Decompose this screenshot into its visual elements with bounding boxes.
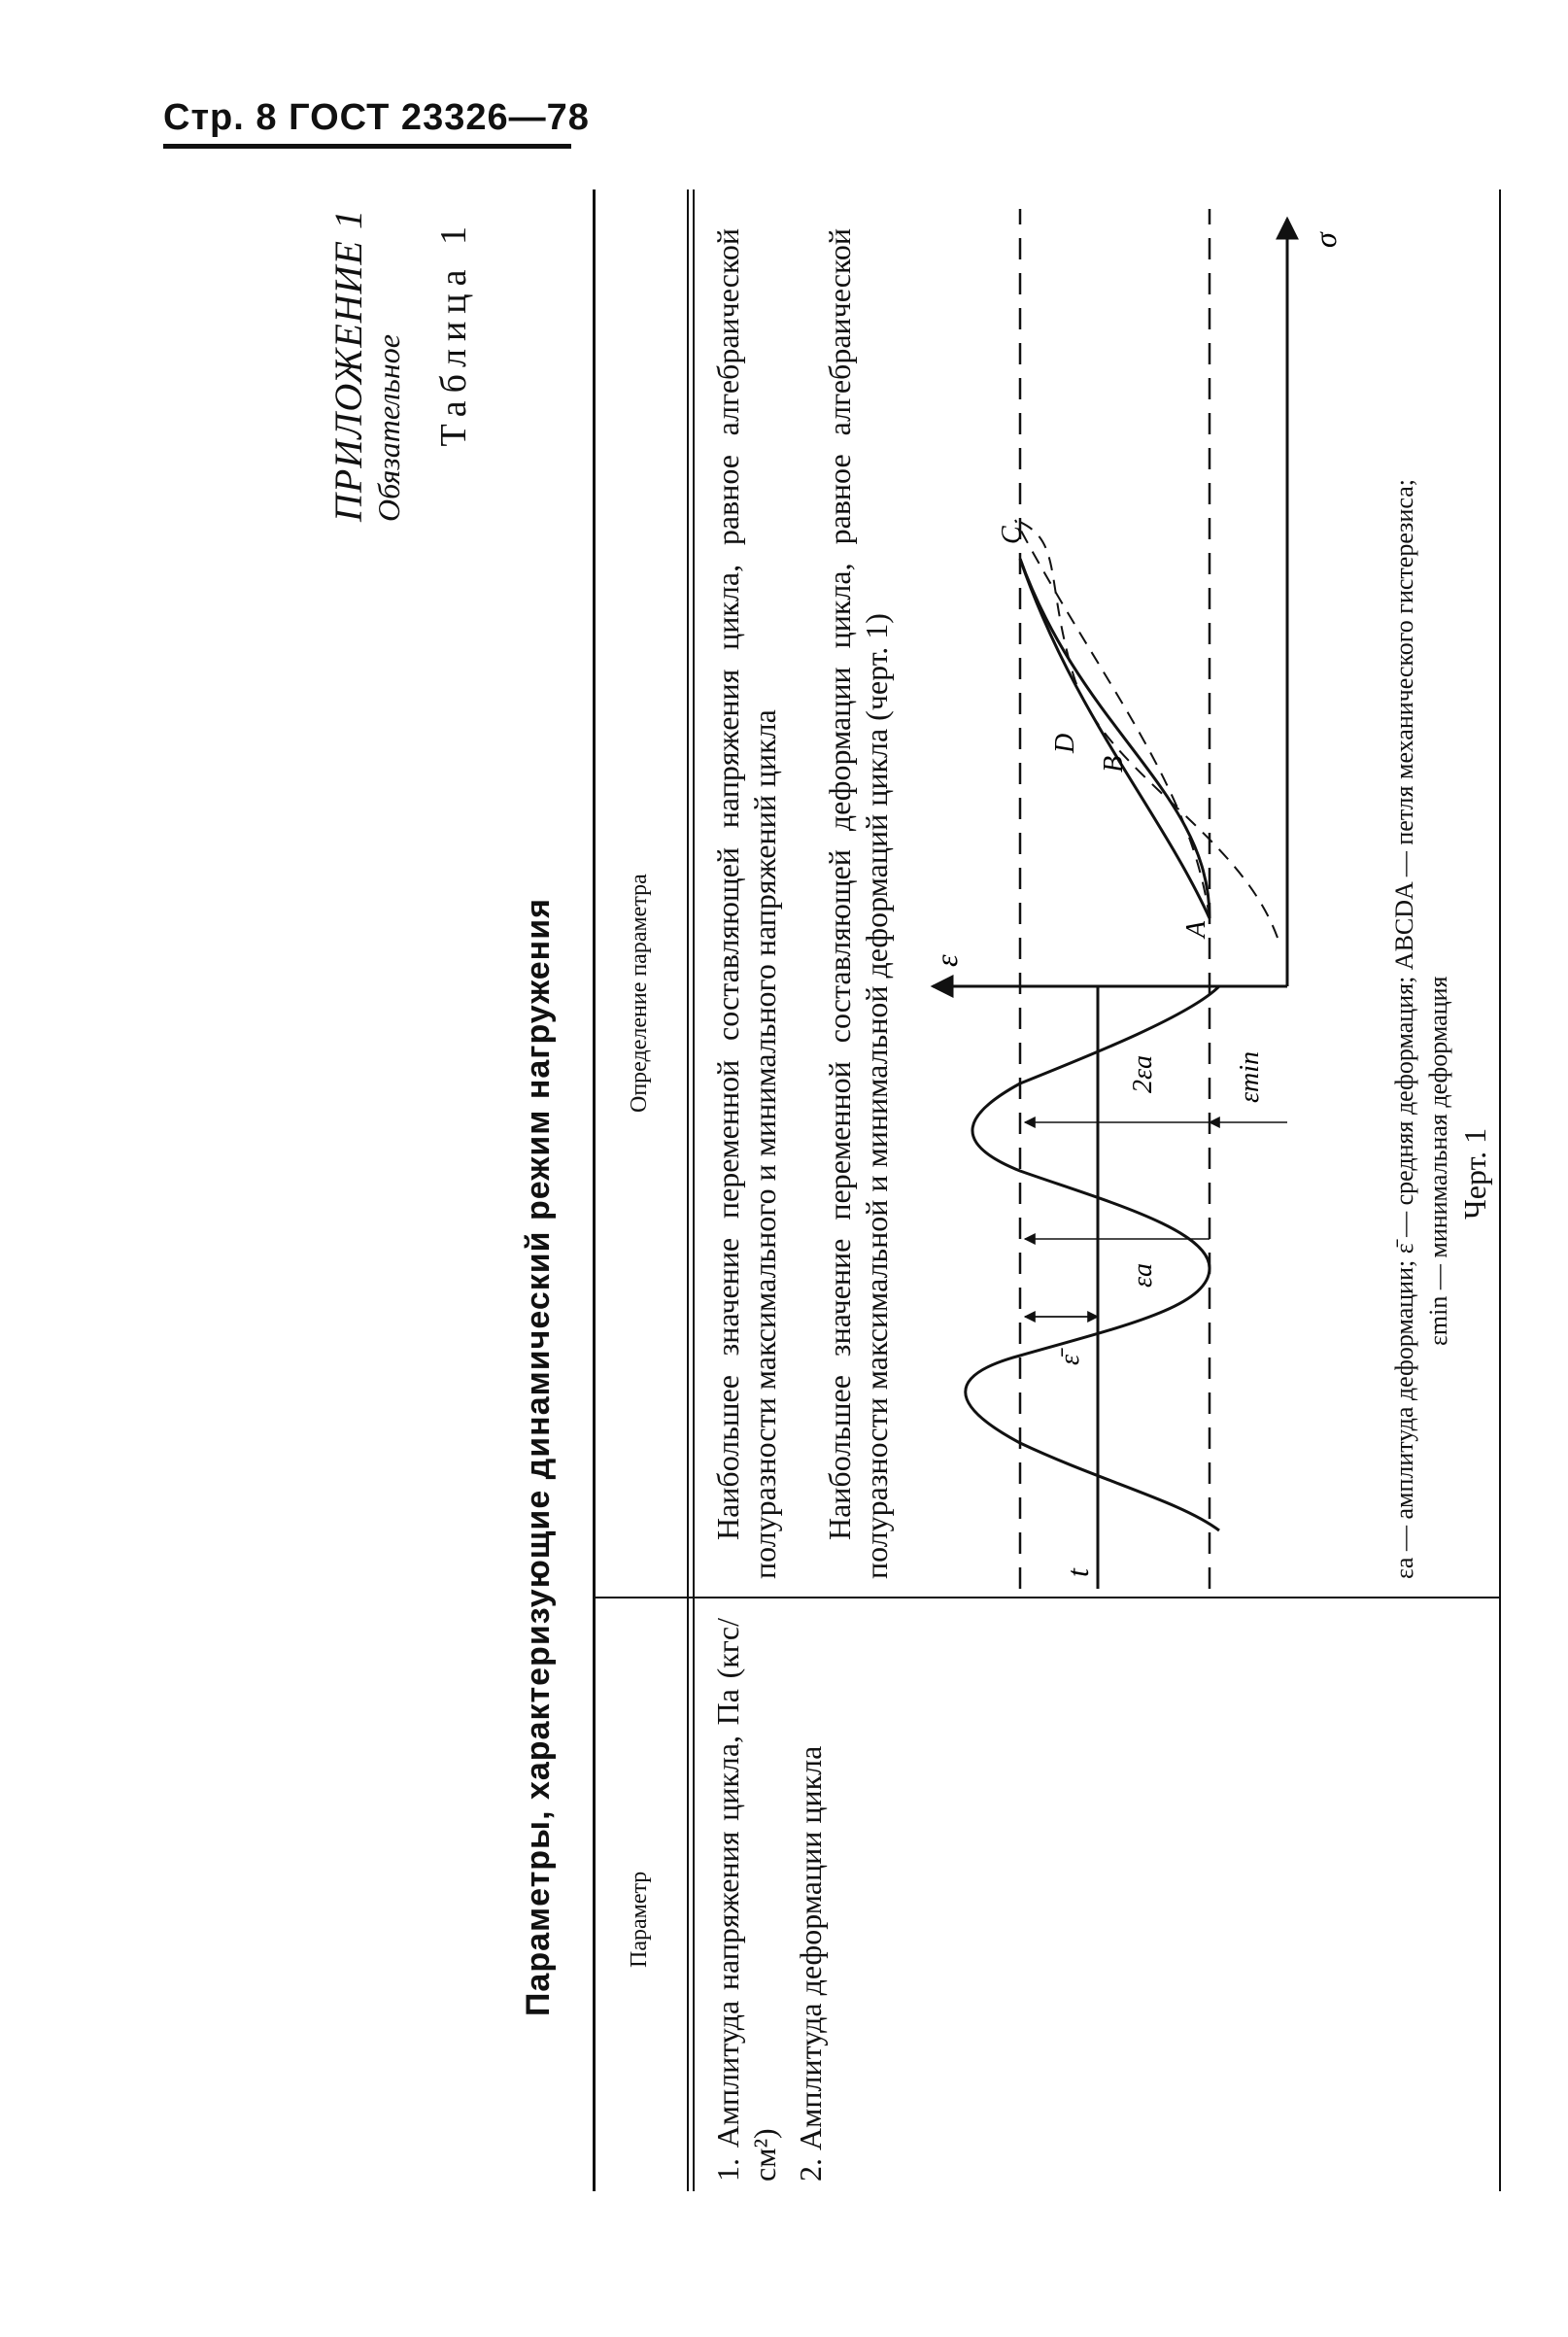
table-title: Параметры, характеризующие динамический режим нагружения [520, 898, 557, 2016]
table-head-rule-1 [687, 189, 689, 2191]
table-head-rule-2 [693, 189, 695, 2191]
page-header: Стр. 8 ГОСТ 23326—78 [163, 97, 590, 138]
figure-caption-2: εmin — минимальная деформация [1424, 976, 1452, 1346]
eps-mean-label: ε̄ [1055, 1354, 1085, 1365]
hysteresis-figure [928, 209, 1365, 1589]
sine-curve [966, 986, 1219, 1530]
row2-parameter: 2. Амплитуда деформации цикла [793, 1745, 828, 2182]
appendix-title: ПРИЛОЖЕНИЕ 1 [326, 209, 370, 522]
figure-caption-1: εa — амплитуда деформации; ε̄ — средняя деформация; ABCDA — петля механического гистерезиса; [1390, 479, 1418, 1579]
appendix-status: Обязательное [371, 334, 406, 522]
point-B: B [1099, 755, 1129, 773]
epsilon-label: ε [929, 954, 964, 967]
figure-ref: Черт. 1 [1457, 1127, 1492, 1220]
header-rule [163, 144, 571, 149]
eps-a-label: εa [1128, 1262, 1158, 1288]
appendix-block [325, 209, 407, 522]
point-A: A [1181, 920, 1211, 938]
point-D: D [1050, 733, 1080, 753]
eps-min-label: εmin [1235, 1050, 1265, 1103]
table-top-rule [593, 189, 596, 2191]
rotated-sheet [325, 189, 1501, 2191]
row1-definition: Наибольшее значение переменной составляющей напряжения цикла, равное алгебраической полуразности максимального и минимального напряжений цикла [710, 228, 782, 1579]
t-label: t [1060, 1568, 1095, 1577]
table-label: Таблица 1 [433, 219, 474, 447]
table-bottom-rule [1499, 189, 1501, 2191]
two-eps-a-label: 2εa [1128, 1054, 1158, 1093]
row1-parameter: 1. Амплитуда напряжения цикла, Па (кгс/см²) [710, 1618, 782, 2182]
column-header-parameter: Параметр [627, 1871, 652, 1968]
row2-definition: Наибольшее значение переменной составляющей деформации цикла, равное алгебраической полуразности максимальной и минимальной деформаций цикла (черт. 1) [822, 228, 894, 1579]
column-divider [593, 1597, 1501, 1598]
column-header-definition: Определение параметра [627, 874, 652, 1113]
sigma-label: σ [1308, 232, 1343, 248]
point-C: C [997, 526, 1027, 544]
